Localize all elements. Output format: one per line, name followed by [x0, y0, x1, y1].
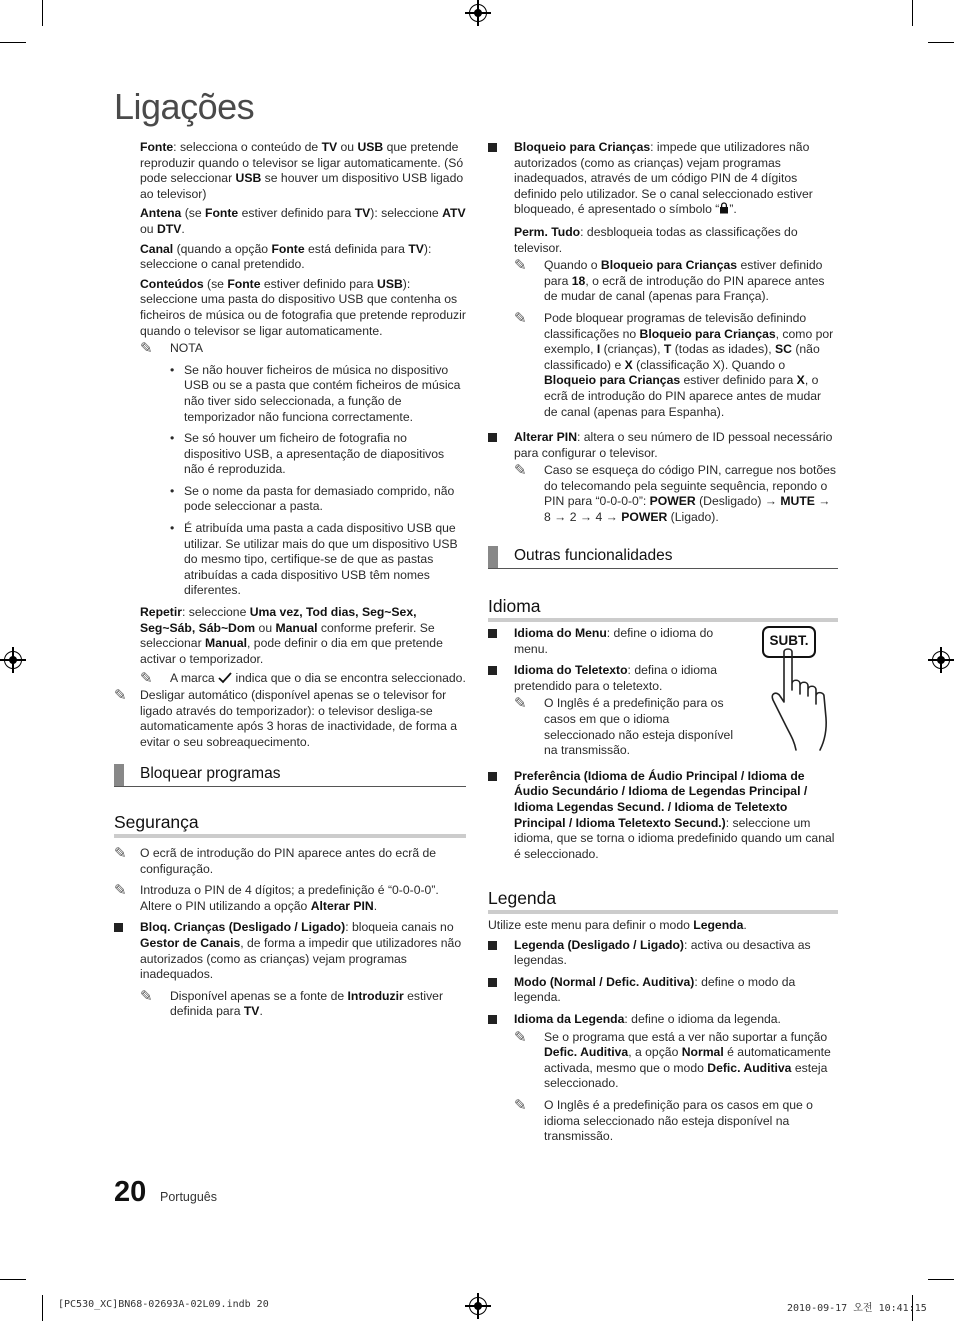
legenda-content [488, 918, 838, 1151]
bloquear-heading-text: Bloquear programas [114, 764, 466, 787]
crop-mark [42, 0, 43, 26]
idioma-teletexto-item [488, 663, 746, 694]
text-run: , pode definir o dia em que pretende activar o temporizador. [140, 636, 443, 666]
bold-term: Defic. Auditiva [707, 1060, 792, 1075]
bold-term: Normal [681, 1045, 724, 1060]
bold-term: X [624, 357, 633, 372]
left-column [140, 140, 466, 695]
text-run: (Ligado). [667, 510, 719, 525]
bold-term: Fonte [271, 241, 305, 256]
bullet-square-icon [114, 923, 123, 932]
text-run: estiver definido para [260, 276, 378, 291]
text-run: : altera o seu número de ID pessoal necessário para configurar o televisor. [514, 430, 833, 460]
modo-item [488, 975, 838, 1006]
bloq-criancas-text [140, 920, 461, 981]
registration-mark-icon [4, 651, 22, 669]
conteudos-paragraph [140, 277, 466, 339]
text-run: : defina o idioma pretendido para o teletexto. [514, 663, 717, 693]
note-pencil-icon: ✎ [514, 695, 527, 713]
bullet-square-icon [488, 941, 497, 950]
legenda-onoff-text [514, 938, 811, 968]
bold-term: Idioma da Legenda [514, 1011, 625, 1026]
text-run: : seleccione [182, 605, 250, 620]
legenda-intro [488, 918, 838, 934]
bold-term: Canal [140, 241, 174, 256]
alterar-note-text [544, 463, 836, 524]
bold-term: Alterar PIN [514, 430, 577, 445]
text-run: : selecciona o conteúdo de [173, 140, 322, 154]
text-run: ): seleccione uma pasta do dispositivo USB que contenha os ficheiros de música ou de fotografia que pretende reproduzir quando o televisor se ligar automaticamente. [140, 276, 466, 338]
bullet-square-icon [488, 666, 497, 675]
nota-block [140, 341, 466, 357]
bold-term: T [663, 342, 672, 357]
bold-term: Bloqueio para Crianças [544, 373, 681, 388]
text-run: . [181, 221, 185, 236]
legenda-heading: Legenda [488, 888, 838, 914]
right-column-top [488, 140, 838, 532]
crop-mark [0, 42, 26, 43]
nota-item: • Se só houver um ficheiro de fotografia no dispositivo USB, a apresentação de diapositivos não é reproduzida. [170, 431, 466, 478]
perm-note-1 [514, 258, 838, 305]
seguranca-heading: Segurança [114, 812, 466, 838]
footer-file: [PC530_XC]BN68-02693A-02L09.indb 20 [58, 1299, 269, 1310]
note-pencil-icon: ✎ [514, 462, 527, 480]
legenda-note-1 [514, 1030, 838, 1092]
text-run: é automaticamente activada, mesmo que o modo [544, 1045, 831, 1075]
bold-term: Fonte [227, 276, 261, 291]
bold-term: USB [357, 140, 384, 154]
alterar-pin-text [514, 430, 832, 460]
text-run: : impede que utilizadores não autorizados (como as crianças) vejam programas inadequados, através de um código PIN de 4 dígitos definido pelo utilizador. Se o canal seleccionado estiver bloqueado, é apresentado o símbolo “ [514, 140, 813, 217]
seg-note-2-text [140, 883, 439, 913]
bold-term: X [796, 373, 805, 388]
note-pencil-icon: ✎ [114, 687, 127, 704]
perm-note-1-text [544, 258, 825, 303]
alterar-note [514, 463, 838, 525]
preferencia-item [488, 769, 838, 863]
fonte-paragraph [140, 140, 466, 202]
note-pencil-icon: ✎ [514, 1096, 527, 1114]
note-pencil-icon: ✎ [140, 340, 153, 358]
note-pencil-icon: ✎ [114, 882, 127, 900]
repetir-paragraph [140, 605, 466, 667]
desligar-note [114, 688, 466, 750]
bold-term: Bloqueio para Crianças [600, 258, 738, 273]
text-run: (todas as idades), [671, 342, 776, 357]
registration-mark-icon [932, 651, 950, 669]
bold-term: Bloqueio para Crianças [514, 140, 651, 154]
nota-item: • É atribuída uma pasta a cada dispositivo USB que utilizar. Se utilizar mais do que um dispositivo USB do mesmo tipo, certifique-se de que as pastas atribuídas a cada dispositivo USB têm nomes diferentes. [170, 521, 466, 599]
idioma-menu-text [514, 626, 713, 656]
page-number: 20 [114, 1176, 147, 1208]
bold-term: Manual [205, 636, 248, 651]
bullet-square-icon [488, 629, 497, 638]
bold-term: I [596, 342, 601, 357]
crop-mark [0, 1279, 26, 1280]
bold-term: Uma vez, Tod dias, Seg~Sex, Seg~Sáb, Sáb~Dom [140, 605, 417, 635]
bold-term: Bloqueio para Crianças [639, 326, 776, 341]
idioma-teletexto-text [514, 663, 717, 693]
marca-note [140, 671, 466, 689]
bloqueio-end: ”. [729, 202, 737, 217]
bold-term: TV [321, 140, 338, 154]
outras-heading-text: Outras funcionalidades [488, 546, 838, 569]
text-run: Caso se esqueça do código PIN, carregue nos botões do telecomando pela seguinte sequência, repondo o PIN para “0-0-0-0”: [544, 463, 837, 509]
bold-term: Gestor de Canais [140, 935, 241, 950]
registration-mark-icon [469, 4, 487, 22]
text-run: . [743, 918, 747, 932]
bold-term: Defic. Auditiva [544, 1045, 629, 1060]
idioma-legenda-text [514, 1012, 781, 1026]
preferencia-text [514, 769, 834, 861]
bold-term: Modo (Normal / Defic. Auditiva) [514, 974, 695, 989]
text-run: (classificação X). Quando o [632, 357, 786, 372]
text-run: , como por exemplo, [544, 326, 834, 357]
text-run: estiver definido para [238, 206, 355, 221]
text-run: , de forma a impedir que utilizadores não autorizados (como as crianças) vejam programas inadequados. [140, 935, 462, 982]
modo-text [514, 975, 795, 1005]
bold-term: Idioma do Teletexto [514, 663, 628, 678]
legenda-note-2-text: O Inglês é a predefinição para os casos em que o idioma seleccionado não esteja disponível na transmissão. [544, 1097, 813, 1144]
text-run: : define o modo da legenda. [514, 974, 796, 1005]
perm-note-2-text [544, 311, 833, 419]
bold-term: Repetir [140, 605, 182, 620]
bloquear-heading [114, 764, 466, 787]
text-run: ou [255, 620, 276, 635]
text-run: (se [181, 206, 206, 221]
text-run: Introduza o PIN de 4 dígitos; a predefinição é “0-0-0-0”. Altere o PIN utilizando a opção [140, 883, 439, 913]
registration-mark-icon [469, 1297, 487, 1315]
text-run: (Desligado) → [695, 494, 781, 509]
text-run: (crianças), [600, 342, 664, 357]
bold-term: Fonte [205, 206, 239, 221]
bold-term: Idioma do Menu [514, 626, 607, 640]
idioma-heading: Idioma [488, 596, 838, 622]
bullet-square-icon [488, 1015, 497, 1024]
text-run: . [259, 1004, 263, 1019]
seguranca-content [114, 846, 466, 1026]
perm-paragraph [488, 225, 838, 256]
bold-term: TV [354, 206, 371, 221]
note-pencil-icon: ✎ [140, 987, 153, 1005]
seg-note-2 [114, 883, 466, 914]
bloq-note-text [170, 989, 443, 1019]
text-run: Quando o [544, 258, 601, 273]
nota-item: • Se não houver ficheiros de música no dispositivo USB ou se a pasta que contém ficheiros de música não tiver sido seleccionada, a função de temporizador não funciona correctamente. [170, 363, 466, 425]
crop-mark [42, 1295, 43, 1321]
bold-term: ATV [442, 206, 466, 221]
bold-term: Bloq. Crianças (Desligado / Ligado) [140, 920, 346, 935]
idioma-note-text: O Inglês é a predefinição para os casos em que o idioma seleccionado não esteja disponível na transmissão. [544, 696, 734, 758]
text-run: Disponível apenas se a fonte de [170, 988, 348, 1003]
text-run: (se [203, 276, 228, 291]
text-run: se houver um dispositivo USB ligado ao televisor) [140, 171, 464, 201]
text-run: : define o idioma do menu. [514, 626, 714, 656]
footer-timestamp: 2010-09-17 오전 10:41:15 [787, 1303, 927, 1314]
legenda-note-1-text [544, 1030, 831, 1091]
note-pencil-icon: ✎ [514, 309, 527, 327]
bullet-square-icon [488, 433, 497, 442]
text-run: : desbloqueia todas as classificações do televisor. [514, 224, 798, 255]
text-run: Utilize este menu para definir o modo [488, 918, 694, 932]
seg-note-1 [114, 846, 466, 877]
text-run: , a opção [628, 1045, 682, 1060]
bold-term: Introduzir [347, 988, 404, 1003]
bullet-square-icon [488, 772, 497, 781]
page-language: Português [160, 1190, 217, 1204]
antena-paragraph [140, 206, 466, 237]
crop-mark [912, 0, 913, 26]
marca-note-text-b: indica que o dia se encontra seleccionado. [232, 671, 466, 686]
subt-button-icon: SUBT. [762, 626, 816, 658]
bold-term: USB [235, 171, 262, 186]
bold-term: TV [243, 1004, 260, 1019]
desligar-note-block [114, 688, 466, 756]
text-run: (não classificado) e [544, 342, 820, 372]
marca-note-text-a: A marca [170, 671, 219, 686]
text-run: (quando a opção [173, 241, 272, 256]
text-run: estiver definido para [544, 258, 823, 288]
bold-term: Legenda [693, 918, 744, 932]
idioma-legenda-item [488, 1012, 838, 1028]
text-run: , o ecrã de introdução do PIN aparece antes de mudar de canal (apenas para França). [544, 273, 825, 304]
note-pencil-icon: ✎ [514, 257, 527, 275]
text-run: . [373, 898, 378, 913]
outras-heading [488, 546, 838, 569]
bullet-square-icon [488, 143, 497, 152]
text-run: Se o programa que está a ver não suportar a função [544, 1029, 828, 1044]
note-pencil-icon: ✎ [514, 1028, 527, 1046]
perm-note-2 [514, 311, 838, 420]
lock-icon [719, 202, 729, 219]
canal-paragraph [140, 242, 466, 273]
bold-term: Fonte [140, 140, 174, 154]
crop-mark [928, 1279, 954, 1280]
text-run: Pode bloquear programas de televisão definindo classificações no [544, 310, 807, 341]
bullet-square-icon [488, 978, 497, 987]
bold-term: Manual [275, 620, 318, 635]
text-run: ): seleccione o canal pretendido. [140, 241, 432, 272]
text-run: : activa ou desactiva as legendas. [514, 937, 811, 968]
page-title: Ligações [114, 86, 255, 127]
idioma-note [514, 696, 742, 758]
text-run: está definida para [304, 241, 409, 256]
bold-term: DTV [156, 221, 182, 236]
text-run: → 8 → 2 → 4 → [544, 494, 831, 525]
nota-label: NOTA [170, 341, 203, 356]
bloqueio-item [488, 140, 838, 219]
text-run: estiver definido para [680, 373, 797, 388]
text-run: conforme preferir. Se seleccionar [140, 620, 435, 651]
bold-term: MUTE [780, 494, 815, 509]
bold-term: POWER [649, 494, 696, 509]
bold-term: TV [408, 241, 424, 256]
bold-term: Conteúdos [140, 276, 204, 291]
nota-list [140, 363, 466, 599]
bold-term: Perm. Tudo [514, 224, 581, 239]
bold-term: SC [775, 342, 792, 357]
text-run: : define o idioma da legenda. [624, 1011, 781, 1026]
alterar-pin-item [488, 430, 838, 461]
bloqueio-text [514, 140, 813, 216]
note-pencil-icon: ✎ [140, 670, 153, 688]
text-run: esteja seleccionado. [544, 1060, 828, 1091]
checkmark-icon [218, 672, 232, 689]
legenda-note-2 [514, 1098, 838, 1145]
seg-note-1-text: O ecrã de introdução do PIN aparece antes do ecrã de configuração. [140, 846, 437, 876]
bold-term: USB [377, 276, 403, 291]
text-run: estiver definida para [170, 988, 444, 1019]
crop-mark [928, 42, 954, 43]
note-pencil-icon: ✎ [114, 845, 127, 862]
legenda-onoff-item [488, 938, 838, 969]
bold-term: Alterar PIN [310, 898, 374, 913]
desligar-note-text: Desligar automático (disponível apenas se o televisor for ligado através do temporizador): o televisor desliga-se automaticamente após 3 horas de inactividade, de forma a evitar o seu sobreaquecimento. [140, 688, 458, 749]
text-run: : seleccione um idioma, que se torna o idioma predefinido quando um canal é seleccionado. [514, 815, 835, 861]
text-run: que pretende reproduzir quando o televisor se ligar automaticamente. (Só pode seleccionar [140, 140, 464, 186]
bold-term: POWER [621, 510, 668, 525]
text-run: : bloqueia canais no [345, 920, 454, 935]
bold-term: 18 [571, 273, 586, 288]
bold-term: Antena [140, 206, 182, 221]
bold-term: Preferência (Idioma de Áudio Principal / Idioma de Áudio Secundário / Idioma de Legendas Principal / Idioma Legendas Secund. / Idioma de Teletexto Principal / Idioma Teletexto Secund.) [514, 768, 808, 830]
bloq-criancas-item [114, 920, 466, 982]
bloq-note [140, 989, 466, 1020]
idioma-content [488, 626, 838, 868]
text-run: ): seleccione [370, 206, 443, 221]
text-run: , o ecrã de introdução do PIN aparece antes de mudar de canal (apenas para Espanha). [544, 373, 822, 419]
idioma-menu-item [488, 626, 746, 657]
text-run: ou [337, 140, 358, 154]
nota-item: • Se o nome da pasta for demasiado comprido, não pode seleccionar a pasta. [170, 484, 466, 515]
bold-term: Legenda (Desligado / Ligado) [514, 937, 684, 952]
text-run: ou [140, 221, 157, 236]
